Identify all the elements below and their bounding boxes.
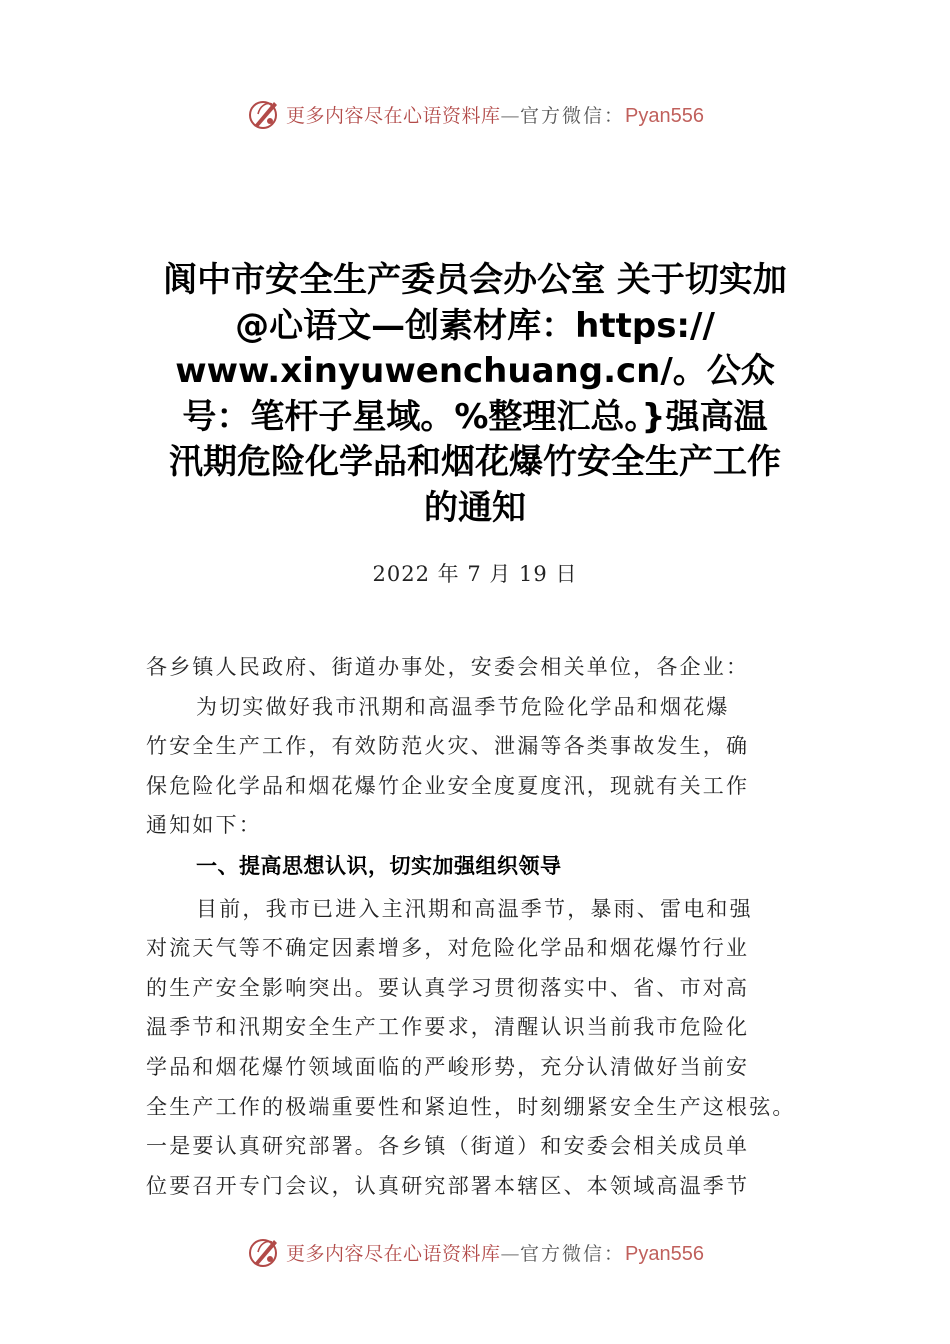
body-line: 对流天气等不确定因素增多，对危险化学品和烟花爆竹行业: [146, 936, 750, 961]
document-body: [146, 648, 836, 1206]
title-line: @心语文—创素材库：https://: [235, 305, 715, 346]
body-line: 目前，我市已进入主汛期和高温季节，暴雨、雷电和强: [196, 896, 753, 921]
body-line: 的生产安全影响突出。要认真学习贯彻落实中、省、市对高: [146, 975, 750, 1000]
body-line: 全生产工作的极端重要性和紧迫性，时刻绷紧安全生产这根弦。: [146, 1094, 796, 1119]
body-line: 竹安全生产工作，有效防范火灾、泄漏等各类事故发生，确: [146, 734, 750, 759]
body-line: 一是要认真研究部署。各乡镇（街道）和安委会相关成员单: [146, 1134, 750, 1159]
title-line: 阆中市安全生产委员会办公室 关于切实加: [163, 260, 787, 300]
title-line: www.xinyuwenchuang.cn/。公众: [175, 351, 775, 391]
salutation: 各乡镇人民政府、街道办事处，安委会相关单位，各企业：: [146, 655, 750, 679]
body-line: 位要召开专门会议，认真研究部署本辖区、本领域高温季节: [146, 1173, 750, 1198]
title-line: 的通知: [424, 487, 526, 528]
body-line: 保危险化学品和烟花爆竹企业安全度夏度汛，现就有关工作: [146, 773, 750, 798]
top-watermark-banner: [0, 94, 950, 134]
body-line: 学品和烟花爆竹领域面临的严峻形势，充分认清做好当前安: [146, 1054, 750, 1079]
quill-pen-logo-icon: [246, 1234, 282, 1270]
title-line: 号：笔杆子星域。%整理汇总。}强高温: [182, 396, 768, 437]
body-line: 温季节和汛期安全生产工作要求，清醒认识当前我市危险化: [146, 1015, 750, 1040]
bottom-watermark-banner: [0, 1232, 950, 1272]
body-line: 为切实做好我市汛期和高温季节危险化学品和烟花爆: [196, 694, 730, 719]
document-title: [120, 258, 830, 531]
banner-text: 更多内容尽在心语资料库—官方微信：Pyan556: [286, 1242, 704, 1265]
banner-text: 更多内容尽在心语资料库—官方微信：Pyan556: [286, 104, 704, 127]
section-heading: 一、提高思想认识，切实加强组织领导: [196, 853, 562, 878]
body-line: 通知如下：: [146, 813, 262, 838]
quill-pen-logo-icon: [246, 96, 282, 132]
title-line: 汛期危险化学品和烟花爆竹安全生产工作: [169, 442, 781, 482]
document-date: 2022 年 7 月 19 日: [372, 562, 578, 586]
